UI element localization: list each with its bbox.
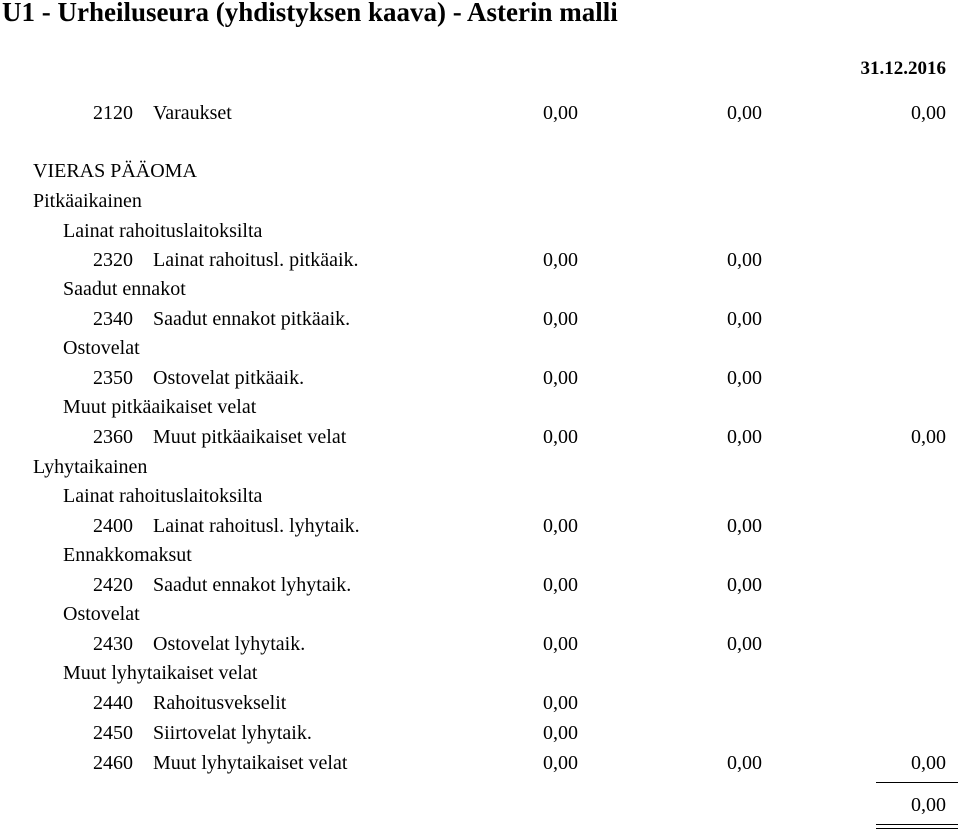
- account-row: [0, 572, 960, 598]
- amount-col-2: 0,00: [727, 102, 762, 124]
- amount-col-2: 0,00: [727, 249, 762, 271]
- account-row: [0, 720, 960, 746]
- section-label: Pitkäaikainen: [33, 190, 142, 212]
- section-heading: [0, 158, 960, 184]
- amount-col-1: 0,00: [543, 367, 578, 389]
- account-row: [0, 424, 960, 450]
- grand-total-row: [0, 792, 960, 818]
- account-row: [0, 247, 960, 273]
- account-row: [0, 306, 960, 332]
- account-name: Varaukset: [153, 102, 232, 124]
- amount-col-2: 0,00: [727, 367, 762, 389]
- subtotal-rule: [876, 782, 958, 783]
- amount-col-2: 0,00: [727, 308, 762, 330]
- account-name: Rahoitusvekselit: [153, 692, 287, 714]
- amount-col-2: 0,00: [727, 574, 762, 596]
- account-row: [0, 513, 960, 539]
- account-code: 2340: [93, 308, 133, 330]
- account-code: 2440: [93, 692, 133, 714]
- account-row: [0, 690, 960, 716]
- account-code: 2420: [93, 574, 133, 596]
- group-heading: [0, 218, 960, 244]
- account-name: Saadut ennakot lyhytaik.: [153, 574, 352, 596]
- group-label: Ennakkomaksut: [63, 544, 192, 566]
- account-code: 2360: [93, 426, 133, 448]
- account-code: 2350: [93, 367, 133, 389]
- account-name: Muut pitkäaikaiset velat: [153, 426, 347, 448]
- account-name: Lainat rahoitusl. pitkäaik.: [153, 249, 359, 271]
- amount-col-3: 0,00: [911, 102, 946, 124]
- group-label: Ostovelat: [63, 337, 140, 359]
- account-name: Ostovelat lyhytaik.: [153, 633, 306, 655]
- section-heading: [0, 188, 960, 214]
- account-code: 2430: [93, 633, 133, 655]
- account-code: 2460: [93, 752, 133, 774]
- group-label: Muut pitkäaikaiset velat: [63, 396, 257, 418]
- grand-total-double-rule: [876, 824, 958, 829]
- group-heading: [0, 276, 960, 302]
- group-label: Saadut ennakot: [63, 278, 186, 300]
- account-row: [0, 750, 960, 776]
- amount-col-1: 0,00: [543, 722, 578, 744]
- amount-col-1: 0,00: [543, 308, 578, 330]
- amount-col-3: 0,00: [911, 426, 946, 448]
- report-date: 31.12.2016: [860, 58, 946, 79]
- group-label: Lainat rahoituslaitoksilta: [63, 220, 263, 242]
- group-heading: [0, 394, 960, 420]
- account-code: 2120: [93, 102, 133, 124]
- group-label: Muut lyhytaikaiset velat: [63, 662, 258, 684]
- account-code: 2320: [93, 249, 133, 271]
- account-name: Ostovelat pitkäaik.: [153, 367, 305, 389]
- grand-total-value: 0,00: [911, 794, 946, 816]
- amount-col-1: 0,00: [543, 633, 578, 655]
- account-row: [0, 365, 960, 391]
- account-name: Lainat rahoitusl. lyhytaik.: [153, 515, 360, 537]
- group-heading: [0, 542, 960, 568]
- group-heading: [0, 660, 960, 686]
- account-code: 2450: [93, 722, 133, 744]
- account-row: [0, 100, 960, 126]
- amount-col-1: 0,00: [543, 574, 578, 596]
- group-heading: [0, 601, 960, 627]
- amount-col-1: 0,00: [543, 692, 578, 714]
- group-heading: [0, 483, 960, 509]
- amount-col-1: 0,00: [543, 426, 578, 448]
- account-row: [0, 631, 960, 657]
- section-label: VIERAS PÄÄOMA: [33, 160, 197, 182]
- amount-col-1: 0,00: [543, 102, 578, 124]
- account-name: Siirtovelat lyhytaik.: [153, 722, 312, 744]
- amount-col-2: 0,00: [727, 752, 762, 774]
- amount-col-2: 0,00: [727, 515, 762, 537]
- amount-col-1: 0,00: [543, 249, 578, 271]
- account-code: 2400: [93, 515, 133, 537]
- amount-col-2: 0,00: [727, 633, 762, 655]
- section-label: Lyhytaikainen: [33, 456, 148, 478]
- amount-col-1: 0,00: [543, 752, 578, 774]
- group-label: Lainat rahoituslaitoksilta: [63, 485, 263, 507]
- section-heading: [0, 454, 960, 480]
- account-name: Muut lyhytaikaiset velat: [153, 752, 348, 774]
- account-name: Saadut ennakot pitkäaik.: [153, 308, 351, 330]
- amount-col-1: 0,00: [543, 515, 578, 537]
- group-heading: [0, 335, 960, 361]
- amount-col-2: 0,00: [727, 426, 762, 448]
- page-title: U1 - Urheiluseura (yhdistyksen kaava) - Asterin malli: [2, 0, 618, 27]
- group-label: Ostovelat: [63, 603, 140, 625]
- amount-col-3: 0,00: [911, 752, 946, 774]
